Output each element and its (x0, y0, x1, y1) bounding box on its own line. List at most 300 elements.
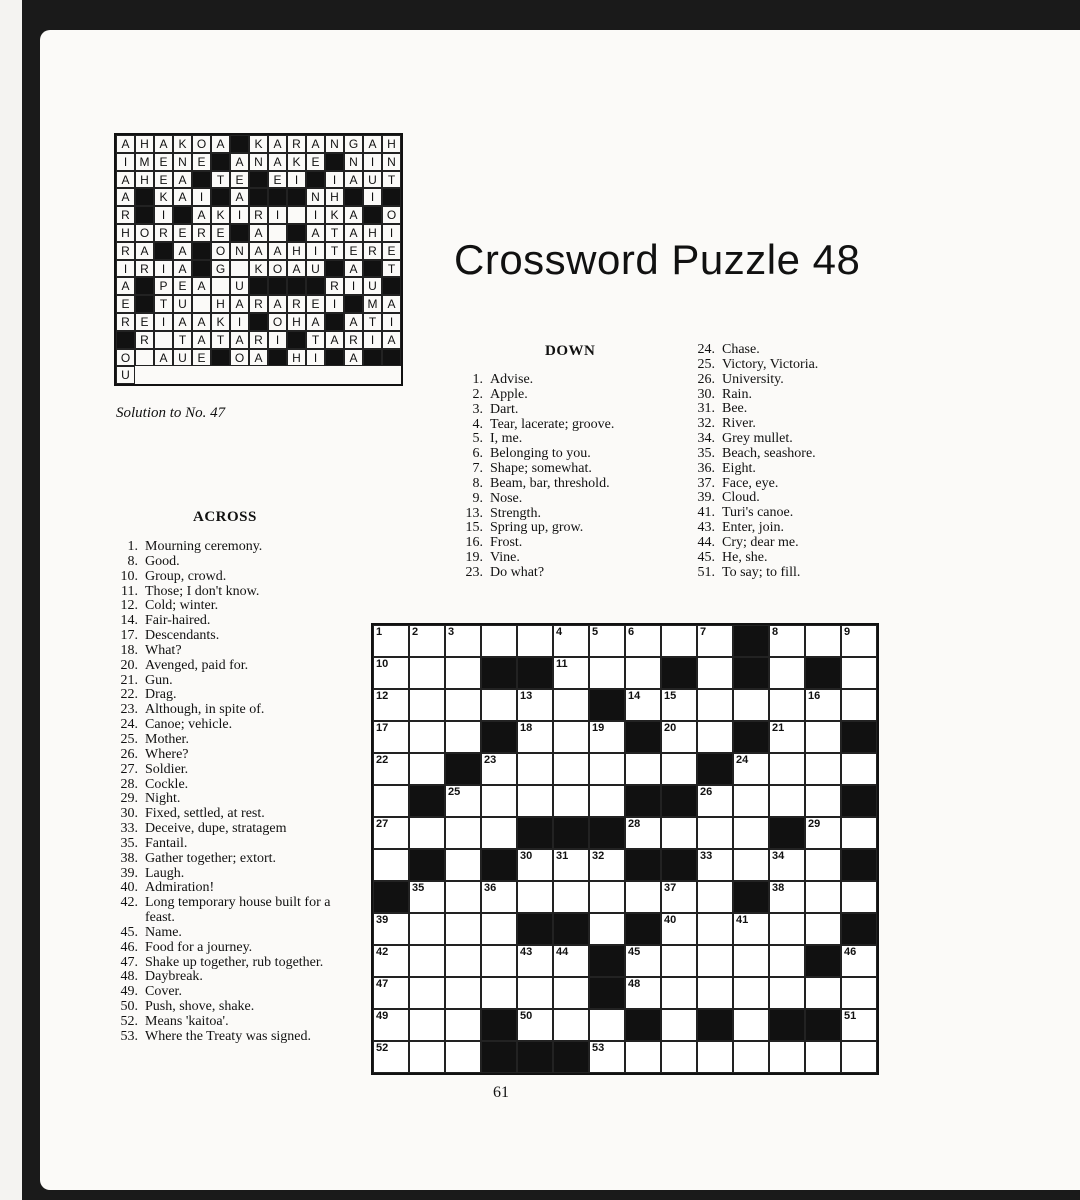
clue-text: Shape; somewhat. (490, 461, 592, 477)
grid-cell[interactable] (661, 1009, 697, 1041)
grid-cell[interactable] (445, 1041, 481, 1073)
solution-cell: I (154, 206, 173, 224)
grid-cell[interactable] (841, 1009, 877, 1041)
solution-cell: H (382, 135, 401, 153)
grid-cell[interactable] (733, 945, 769, 977)
grid-black-cell (445, 753, 481, 785)
grid-cell[interactable] (733, 977, 769, 1009)
grid-cell[interactable] (373, 1009, 409, 1041)
clue-number: 14. (120, 613, 138, 629)
grid-cell[interactable] (769, 753, 805, 785)
grid-cell[interactable] (553, 977, 589, 1009)
grid-black-cell (841, 785, 877, 817)
clue-number: 43. (697, 520, 715, 536)
grid-cell[interactable] (589, 1041, 625, 1073)
clue-text: Vine. (490, 550, 520, 566)
grid-cell[interactable] (697, 689, 733, 721)
solution-cell: N (382, 153, 401, 171)
clue-number: 9. (472, 490, 483, 506)
grid-cell[interactable] (697, 721, 733, 753)
clue-number: 25. (120, 731, 138, 747)
clue-text: Drag. (145, 687, 177, 703)
solution-cell: E (173, 277, 192, 295)
solution-cell (154, 331, 173, 349)
grid-clue-number: 33 (700, 850, 713, 862)
clue (108, 941, 348, 956)
grid-cell[interactable] (553, 625, 589, 657)
grid-cell[interactable] (553, 753, 589, 785)
grid-cell[interactable] (445, 945, 481, 977)
grid-cell[interactable] (517, 977, 553, 1009)
solution-cell: R (344, 331, 363, 349)
solution-cell (287, 206, 306, 224)
grid-black-cell (481, 1009, 517, 1041)
grid-cell[interactable] (481, 785, 517, 817)
grid-cell[interactable] (445, 785, 481, 817)
clue (453, 388, 683, 403)
grid-cell[interactable] (481, 945, 517, 977)
grid-cell[interactable] (769, 881, 805, 913)
solution-cell: I (268, 331, 287, 349)
clue-number: 8. (472, 475, 483, 491)
clue-number: 18. (120, 642, 138, 658)
grid-cell[interactable] (481, 881, 517, 913)
grid-cell[interactable] (625, 945, 661, 977)
grid-cell[interactable] (373, 689, 409, 721)
grid-cell[interactable] (553, 881, 589, 913)
solution-cell: A (173, 260, 192, 278)
clue-text: Cockle. (145, 776, 189, 792)
solution-cell: I (306, 206, 325, 224)
grid-cell[interactable] (409, 753, 445, 785)
grid-cell[interactable] (589, 625, 625, 657)
grid-clue-number: 7 (700, 626, 707, 638)
solution-cell: E (344, 242, 363, 260)
clue (108, 985, 348, 1000)
grid-cell[interactable] (805, 689, 841, 721)
grid-cell[interactable] (805, 849, 841, 881)
grid-cell[interactable] (589, 1009, 625, 1041)
clue-text: Food for a journey. (145, 939, 253, 955)
grid-cell[interactable] (517, 1009, 553, 1041)
grid-cell[interactable] (769, 1041, 805, 1073)
solution-cell: R (249, 206, 268, 224)
grid-cell[interactable] (805, 1041, 841, 1073)
clue-number: 39. (697, 490, 715, 506)
grid-cell[interactable] (625, 689, 661, 721)
grid-cell[interactable] (841, 657, 877, 689)
grid-cell[interactable] (661, 817, 697, 849)
grid-cell[interactable] (445, 721, 481, 753)
grid-cell[interactable] (409, 817, 445, 849)
grid-cell[interactable] (517, 689, 553, 721)
grid-cell[interactable] (625, 977, 661, 1009)
clue-number: 30. (120, 806, 138, 822)
grid-cell[interactable] (769, 657, 805, 689)
grid-black-cell (481, 657, 517, 689)
clue (108, 778, 348, 793)
clue-text: Belonging to you. (490, 446, 591, 462)
solution-cell: E (268, 171, 287, 189)
solution-black-cell (135, 277, 154, 295)
solution-cell: A (230, 331, 249, 349)
solution-cell: I (325, 171, 344, 189)
clue (108, 807, 348, 822)
clue-number: 46. (120, 939, 138, 955)
clue (453, 373, 683, 388)
grid-cell[interactable] (769, 945, 805, 977)
grid-cell[interactable] (409, 625, 445, 657)
clue (453, 521, 683, 536)
solution-cell: T (211, 171, 230, 189)
grid-cell[interactable] (517, 785, 553, 817)
clue-number: 35. (697, 445, 715, 461)
grid-cell[interactable] (409, 977, 445, 1009)
grid-clue-number: 25 (448, 786, 461, 798)
grid-cell[interactable] (481, 977, 517, 1009)
solution-black-cell (211, 153, 230, 171)
grid-cell[interactable] (661, 881, 697, 913)
grid-cell[interactable] (769, 625, 805, 657)
grid-black-cell (517, 817, 553, 849)
grid-cell[interactable] (733, 849, 769, 881)
grid-cell[interactable] (373, 753, 409, 785)
clue-number: 16. (465, 535, 483, 551)
solution-cell: E (135, 313, 154, 331)
grid-cell[interactable] (805, 913, 841, 945)
grid-cell[interactable] (661, 721, 697, 753)
grid-cell[interactable] (373, 785, 409, 817)
grid-cell[interactable] (625, 817, 661, 849)
solution-cell: A (268, 135, 287, 153)
clue-number: 25. (697, 356, 715, 372)
grid-cell[interactable] (661, 1041, 697, 1073)
solution-cell: E (192, 153, 211, 171)
solution-cell: I (306, 349, 325, 367)
grid-cell[interactable] (589, 849, 625, 881)
grid-cell[interactable] (697, 625, 733, 657)
solution-black-cell (344, 295, 363, 313)
clue (108, 822, 348, 837)
grid-cell[interactable] (841, 625, 877, 657)
solution-black-cell (325, 349, 344, 367)
grid-black-cell (625, 721, 661, 753)
grid-cell[interactable] (661, 625, 697, 657)
grid-black-cell (625, 785, 661, 817)
clue-number: 45. (120, 924, 138, 940)
grid-cell[interactable] (841, 945, 877, 977)
grid-cell[interactable] (409, 1041, 445, 1073)
grid-cell[interactable] (733, 817, 769, 849)
clue-number: 24. (120, 717, 138, 733)
clue-text: Fantail. (145, 835, 188, 851)
clue (453, 566, 683, 581)
grid-cell[interactable] (517, 625, 553, 657)
grid-cell[interactable] (697, 785, 733, 817)
clue-text: Victory, Victoria. (722, 356, 819, 372)
clue-number: 49. (120, 984, 138, 1000)
solution-cell: T (325, 242, 344, 260)
solution-cell: I (230, 206, 249, 224)
solution-cell: U (363, 171, 382, 189)
solution-cell: A (268, 242, 287, 260)
grid-cell[interactable] (409, 881, 445, 913)
grid-cell[interactable] (445, 913, 481, 945)
grid-cell[interactable] (481, 753, 517, 785)
grid-cell[interactable] (697, 657, 733, 689)
clue-number: 52. (120, 1014, 138, 1029)
grid-cell[interactable] (697, 817, 733, 849)
grid-cell[interactable] (841, 881, 877, 913)
grid-cell[interactable] (373, 625, 409, 657)
clue (108, 644, 348, 659)
clue-number: 12. (120, 598, 138, 614)
solution-cell: A (382, 295, 401, 313)
solution-cell: I (363, 188, 382, 206)
solution-cell: A (268, 153, 287, 171)
grid-cell[interactable] (445, 817, 481, 849)
grid-cell[interactable] (733, 1041, 769, 1073)
solution-black-cell (192, 171, 211, 189)
clue-number: 28. (120, 776, 138, 792)
clue (453, 418, 683, 433)
grid-cell[interactable] (625, 625, 661, 657)
clue-text: Mourning ceremony. (145, 539, 263, 554)
grid-cell[interactable] (445, 1009, 481, 1041)
grid-cell[interactable] (589, 881, 625, 913)
clue (108, 852, 348, 867)
solution-cell: E (230, 171, 249, 189)
clue-text: Cry; dear me. (722, 534, 799, 550)
grid-cell[interactable] (445, 849, 481, 881)
solution-cell: R (116, 206, 135, 224)
grid-cell[interactable] (409, 945, 445, 977)
grid-cell[interactable] (769, 689, 805, 721)
grid-cell[interactable] (733, 689, 769, 721)
grid-cell[interactable] (805, 753, 841, 785)
grid-cell[interactable] (733, 1009, 769, 1041)
grid-cell[interactable] (553, 849, 589, 881)
solution-black-cell (382, 349, 401, 367)
grid-cell[interactable] (373, 913, 409, 945)
clue (108, 881, 348, 896)
grid-cell[interactable] (661, 753, 697, 785)
grid-cell[interactable] (517, 753, 553, 785)
grid-cell[interactable] (733, 785, 769, 817)
grid-cell[interactable] (373, 945, 409, 977)
grid-cell[interactable] (625, 657, 661, 689)
grid-cell[interactable] (733, 913, 769, 945)
grid-cell[interactable] (553, 945, 589, 977)
grid-black-cell (589, 945, 625, 977)
grid-clue-number: 11 (556, 658, 568, 670)
clue-number: 3. (472, 401, 483, 417)
clue-number: 38. (120, 850, 138, 866)
grid-cell[interactable] (661, 689, 697, 721)
grid-cell[interactable] (517, 849, 553, 881)
grid-cell[interactable] (373, 817, 409, 849)
clue (685, 343, 885, 358)
grid-cell[interactable] (553, 785, 589, 817)
clue-number: 4. (472, 416, 483, 432)
grid-cell[interactable] (841, 689, 877, 721)
grid-cell[interactable] (769, 913, 805, 945)
clue-number: 29. (120, 791, 138, 807)
grid-cell[interactable] (373, 849, 409, 881)
grid-cell[interactable] (661, 913, 697, 945)
grid-cell[interactable] (805, 881, 841, 913)
solution-black-cell (287, 224, 306, 242)
solution-cell: H (135, 171, 154, 189)
grid-cell[interactable] (517, 721, 553, 753)
solution-cell: R (135, 260, 154, 278)
grid-cell[interactable] (445, 657, 481, 689)
grid-clue-number: 14 (628, 690, 641, 702)
clue (108, 570, 348, 585)
grid-cell[interactable] (769, 785, 805, 817)
grid-black-cell (553, 1041, 589, 1073)
grid-cell[interactable] (697, 977, 733, 1009)
grid-cell[interactable] (373, 657, 409, 689)
grid-clue-number: 40 (664, 914, 677, 926)
grid-cell[interactable] (553, 689, 589, 721)
grid-cell[interactable] (409, 913, 445, 945)
clue-number: 20. (120, 657, 138, 673)
solution-cell: G (344, 135, 363, 153)
solution-cell: H (325, 188, 344, 206)
solution-cell: T (211, 331, 230, 349)
solution-cell: A (325, 331, 344, 349)
grid-cell[interactable] (553, 657, 589, 689)
grid-cell[interactable] (445, 977, 481, 1009)
grid-cell[interactable] (697, 913, 733, 945)
grid-clue-number: 53 (592, 1042, 605, 1054)
grid-cell[interactable] (697, 945, 733, 977)
solution-cell: A (249, 242, 268, 260)
solution-cell: O (192, 135, 211, 153)
grid-cell[interactable] (409, 689, 445, 721)
solution-black-cell (325, 153, 344, 171)
grid-cell[interactable] (589, 657, 625, 689)
grid-cell[interactable] (805, 785, 841, 817)
grid-cell[interactable] (481, 913, 517, 945)
grid-cell[interactable] (373, 721, 409, 753)
solution-black-cell (325, 313, 344, 331)
grid-cell[interactable] (589, 785, 625, 817)
grid-cell[interactable] (517, 945, 553, 977)
clue-text: He, she. (722, 549, 768, 565)
grid-cell[interactable] (481, 689, 517, 721)
clue-number: 6. (472, 446, 483, 462)
clue (108, 718, 348, 733)
clue-text: Beam, bar, threshold. (490, 475, 610, 491)
grid-black-cell (841, 849, 877, 881)
grid-black-cell (733, 657, 769, 689)
grid-black-cell (769, 817, 805, 849)
clue-text: Rain. (722, 386, 752, 402)
grid-cell[interactable] (553, 721, 589, 753)
grid-cell[interactable] (769, 721, 805, 753)
grid-black-cell (517, 913, 553, 945)
clue-text: Descendants. (145, 628, 220, 644)
solution-cell: A (344, 171, 363, 189)
grid-cell[interactable] (625, 753, 661, 785)
grid-clue-number: 28 (628, 818, 641, 830)
grid-cell[interactable] (373, 977, 409, 1009)
grid-cell[interactable] (805, 817, 841, 849)
grid-cell[interactable] (841, 1041, 877, 1073)
solution-cell: I (344, 277, 363, 295)
grid-cell[interactable] (805, 721, 841, 753)
clue (685, 432, 885, 447)
grid-cell[interactable] (409, 1009, 445, 1041)
solution-cell: H (211, 295, 230, 313)
clue (108, 970, 348, 985)
grid-cell[interactable] (481, 817, 517, 849)
grid-cell[interactable] (733, 753, 769, 785)
clue-number: 26. (697, 371, 715, 387)
clue-text: Frost. (490, 535, 523, 551)
clue-number: 39. (120, 865, 138, 881)
solution-cell: A (287, 260, 306, 278)
grid-cell[interactable] (697, 881, 733, 913)
grid-cell[interactable] (841, 977, 877, 1009)
solution-cell: E (154, 153, 173, 171)
grid-cell[interactable] (805, 625, 841, 657)
grid-cell[interactable] (445, 881, 481, 913)
solution-black-cell (249, 188, 268, 206)
grid-cell[interactable] (841, 753, 877, 785)
grid-cell[interactable] (625, 1041, 661, 1073)
grid-cell[interactable] (445, 689, 481, 721)
grid-cell[interactable] (661, 945, 697, 977)
grid-cell[interactable] (769, 849, 805, 881)
grid-cell[interactable] (373, 1041, 409, 1073)
grid-cell[interactable] (445, 625, 481, 657)
grid-black-cell (625, 1009, 661, 1041)
solution-black-cell (230, 224, 249, 242)
clue (108, 540, 348, 555)
grid-cell[interactable] (589, 721, 625, 753)
grid-cell[interactable] (697, 849, 733, 881)
grid-black-cell (517, 657, 553, 689)
grid-cell[interactable] (841, 817, 877, 849)
clue (108, 599, 348, 614)
grid-cell[interactable] (553, 1009, 589, 1041)
solution-cell: T (173, 331, 192, 349)
solution-cell (230, 260, 249, 278)
grid-cell[interactable] (697, 1041, 733, 1073)
clue-number: 24. (697, 342, 715, 357)
grid-cell[interactable] (409, 721, 445, 753)
solution-black-cell (382, 188, 401, 206)
grid-cell[interactable] (589, 753, 625, 785)
grid-clue-number: 30 (520, 850, 533, 862)
grid-cell[interactable] (481, 625, 517, 657)
grid-cell[interactable] (805, 977, 841, 1009)
grid-cell[interactable] (769, 977, 805, 1009)
grid-cell[interactable] (517, 881, 553, 913)
clue-number: 32. (697, 416, 715, 432)
solution-cell: K (249, 135, 268, 153)
grid-cell[interactable] (409, 657, 445, 689)
grid-cell[interactable] (661, 977, 697, 1009)
solution-cell: U (363, 277, 382, 295)
grid-cell[interactable] (625, 881, 661, 913)
solution-cell: E (173, 224, 192, 242)
clue (453, 462, 683, 477)
grid-cell[interactable] (589, 913, 625, 945)
